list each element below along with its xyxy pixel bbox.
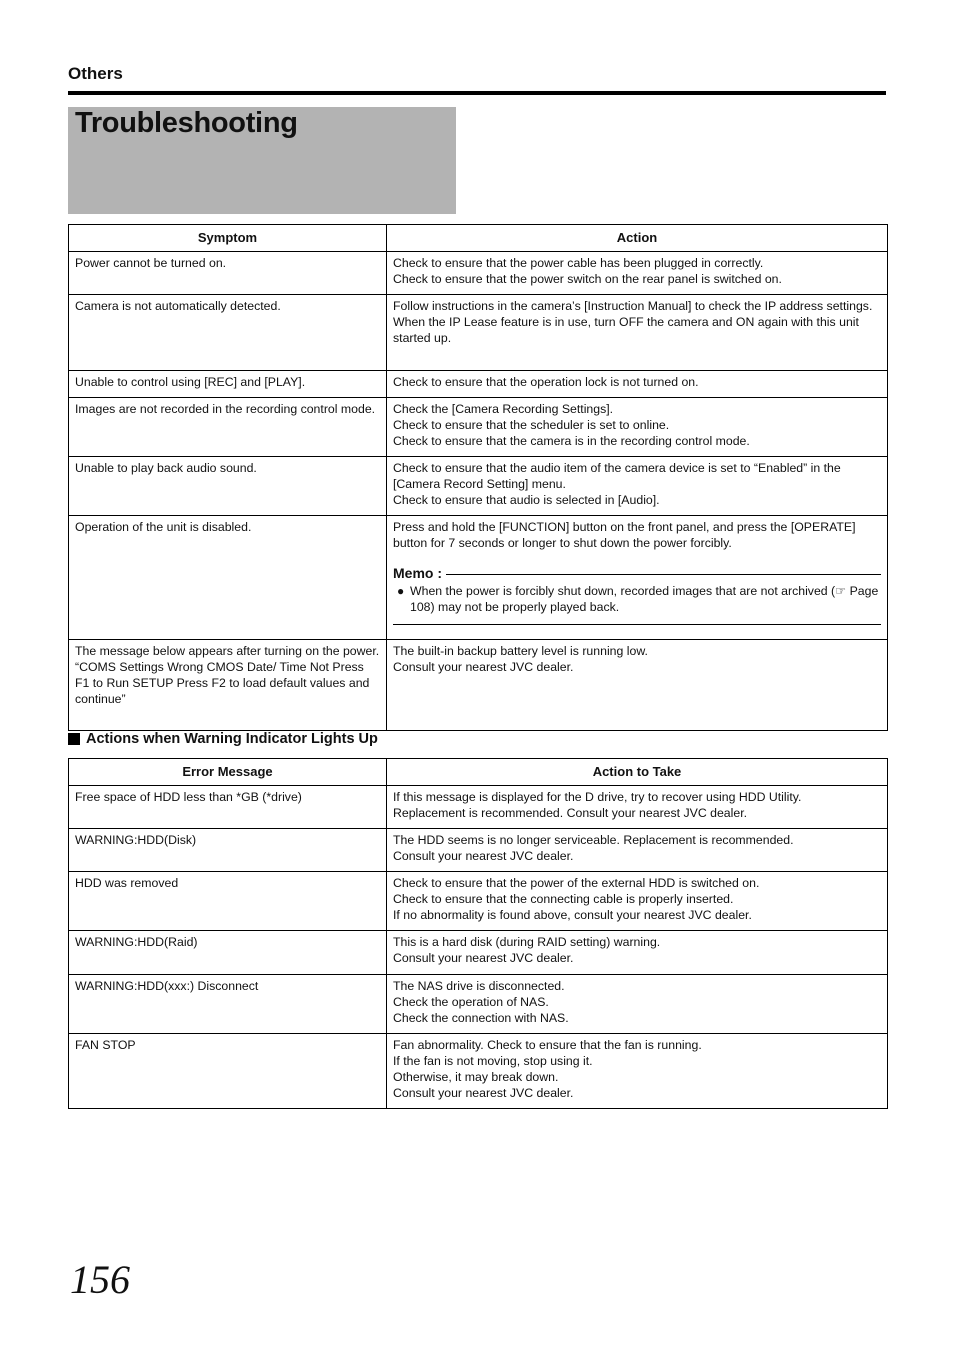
action-cell <box>387 640 888 731</box>
column-header-symptom: Symptom <box>69 225 387 252</box>
column-header-action: Action <box>387 225 888 252</box>
action-to-take-cell <box>387 829 888 872</box>
action-cell <box>387 457 888 516</box>
symptom-text: Power cannot be turned on. <box>75 256 227 270</box>
action-text: Consult your nearest JVC dealer. <box>393 849 574 863</box>
symptom-cell <box>69 295 387 371</box>
troubleshooting-table <box>68 224 888 731</box>
action-text: Consult your nearest JVC dealer. <box>393 660 574 674</box>
symptom-cell <box>69 516 387 640</box>
memo-bottom-rule <box>393 624 881 625</box>
column-header-error-message: Error Message <box>69 759 387 786</box>
action-cell <box>387 371 888 398</box>
bullet-icon: ● <box>397 584 405 598</box>
action-text: Consult your nearest JVC dealer. <box>393 1086 574 1100</box>
symptom-cell <box>69 398 387 457</box>
memo-divider <box>446 574 881 575</box>
table-row <box>69 516 888 640</box>
symptom-text: Unable to play back audio sound. <box>75 461 257 475</box>
warning-section-heading <box>68 731 378 747</box>
action-text: Check the operation of NAS. <box>393 995 549 1009</box>
section-label: Others <box>68 64 123 83</box>
error-message-text: WARNING:HDD(xxx:) Disconnect <box>75 979 259 993</box>
table-row <box>69 252 888 295</box>
error-message-text: FAN STOP <box>75 1038 136 1052</box>
symptom-cell <box>69 252 387 295</box>
action-text: If the fan is not moving, stop using it. <box>393 1054 593 1068</box>
memo-text: When the power is forcibly shut down, recorded images that are not archived (☞ Page 108) may not be properly played back. <box>410 584 879 614</box>
table-row <box>69 295 888 371</box>
action-to-take-cell <box>387 786 888 829</box>
action-cell <box>387 295 888 371</box>
symptom-text: Unable to control using [REC] and [PLAY]. <box>75 375 306 389</box>
table-row <box>69 829 888 872</box>
table-row <box>69 1034 888 1109</box>
action-cell <box>387 398 888 457</box>
symptom-text: Operation of the unit is disabled. <box>75 520 252 534</box>
header-rule <box>68 91 886 95</box>
table-header-row <box>69 225 888 252</box>
page-number: 156 <box>70 1257 130 1302</box>
table-row <box>69 640 888 731</box>
action-text: Check the [Camera Recording Settings]. <box>393 402 614 416</box>
error-message-cell <box>69 931 387 975</box>
action-text: Check the connection with NAS. <box>393 1011 569 1025</box>
error-message-text: WARNING:HDD(Raid) <box>75 935 198 949</box>
table-row <box>69 786 888 829</box>
action-text: This is a hard disk (during RAID setting) warning. <box>393 935 661 949</box>
table-row <box>69 975 888 1034</box>
error-message-cell <box>69 1034 387 1109</box>
error-message-cell <box>69 829 387 872</box>
table-row <box>69 457 888 516</box>
action-text: The NAS drive is disconnected. <box>393 979 565 993</box>
action-to-take-cell <box>387 1034 888 1109</box>
warning-section-title: Actions when Warning Indicator Lights Up <box>86 731 378 747</box>
action-cell <box>387 516 888 640</box>
action-text: Replacement is recommended. Consult your nearest JVC dealer. <box>393 806 748 820</box>
action-text: Check to ensure that the operation lock is not turned on. <box>393 375 699 389</box>
symptom-text: Images are not recorded in the recording control mode. <box>75 402 376 416</box>
action-text: Check to ensure that the power of the external HDD is switched on. <box>393 876 760 890</box>
action-text: The HDD seems is no longer serviceable. Replacement is recommended. <box>393 833 794 847</box>
action-text: Check to ensure that the power switch on the rear panel is switched on. <box>393 272 782 286</box>
action-text: Press and hold the [FUNCTION] button on the front panel, and press the [OPERATE] button for 7 seconds or longer to shut down the power forcibly. <box>393 520 856 550</box>
error-message-cell <box>69 872 387 931</box>
error-message-text: Free space of HDD less than *GB (*drive) <box>75 790 302 804</box>
symptom-cell <box>69 640 387 731</box>
action-text: Check to ensure that audio is selected in [Audio]. <box>393 493 660 507</box>
action-to-take-cell <box>387 931 888 975</box>
action-text: Check to ensure that the power cable has been plugged in correctly. <box>393 256 764 270</box>
action-cell <box>387 252 888 295</box>
action-text: Consult your nearest JVC dealer. <box>393 951 574 965</box>
action-to-take-cell <box>387 872 888 931</box>
table-header-row <box>69 759 888 786</box>
symptom-text: Camera is not automatically detected. <box>75 299 281 313</box>
symptom-text: The message below appears after turning on the power. <box>75 644 380 658</box>
action-text: Check to ensure that the scheduler is set to online. <box>393 418 670 432</box>
action-text: When the IP Lease feature is in use, turn OFF the camera and ON again with this unit started up. <box>393 315 859 345</box>
memo-item <box>393 583 881 615</box>
action-text: If this message is displayed for the D drive, try to recover using HDD Utility. <box>393 790 802 804</box>
memo-box <box>393 565 881 625</box>
error-message-text: WARNING:HDD(Disk) <box>75 833 197 847</box>
action-text: Fan abnormality. Check to ensure that the fan is running. <box>393 1038 702 1052</box>
error-message-cell <box>69 975 387 1034</box>
table-row <box>69 872 888 931</box>
action-text: Follow instructions in the camera’s [Instruction Manual] to check the IP address settings. <box>393 299 873 313</box>
column-header-action-to-take: Action to Take <box>387 759 888 786</box>
action-text: Check to ensure that the audio item of the camera device is set to “Enabled” in the [Camera Record Setting] menu. <box>393 461 841 491</box>
error-message-text: HDD was removed <box>75 876 179 890</box>
action-text: Otherwise, it may break down. <box>393 1070 559 1084</box>
table-row <box>69 931 888 975</box>
action-text: Check to ensure that the connecting cable is properly inserted. <box>393 892 734 906</box>
symptom-cell <box>69 371 387 398</box>
action-text: Check to ensure that the camera is in the recording control mode. <box>393 434 750 448</box>
symptom-text: “COMS Settings Wrong CMOS Date/ Time Not Press F1 to Run SETUP Press F2 to load default values and continue” <box>75 660 370 706</box>
warning-table <box>68 758 888 1109</box>
error-message-cell <box>69 786 387 829</box>
title-banner <box>68 107 456 214</box>
action-text: The built-in backup battery level is running low. <box>393 644 648 658</box>
memo-label: Memo : <box>393 565 442 581</box>
symptom-cell <box>69 457 387 516</box>
table-row <box>69 398 888 457</box>
action-text: If no abnormality is found above, consult your nearest JVC dealer. <box>393 908 752 922</box>
action-to-take-cell <box>387 975 888 1034</box>
page-title: Troubleshooting <box>75 107 298 139</box>
square-bullet-icon <box>68 733 80 745</box>
table-row <box>69 371 888 398</box>
